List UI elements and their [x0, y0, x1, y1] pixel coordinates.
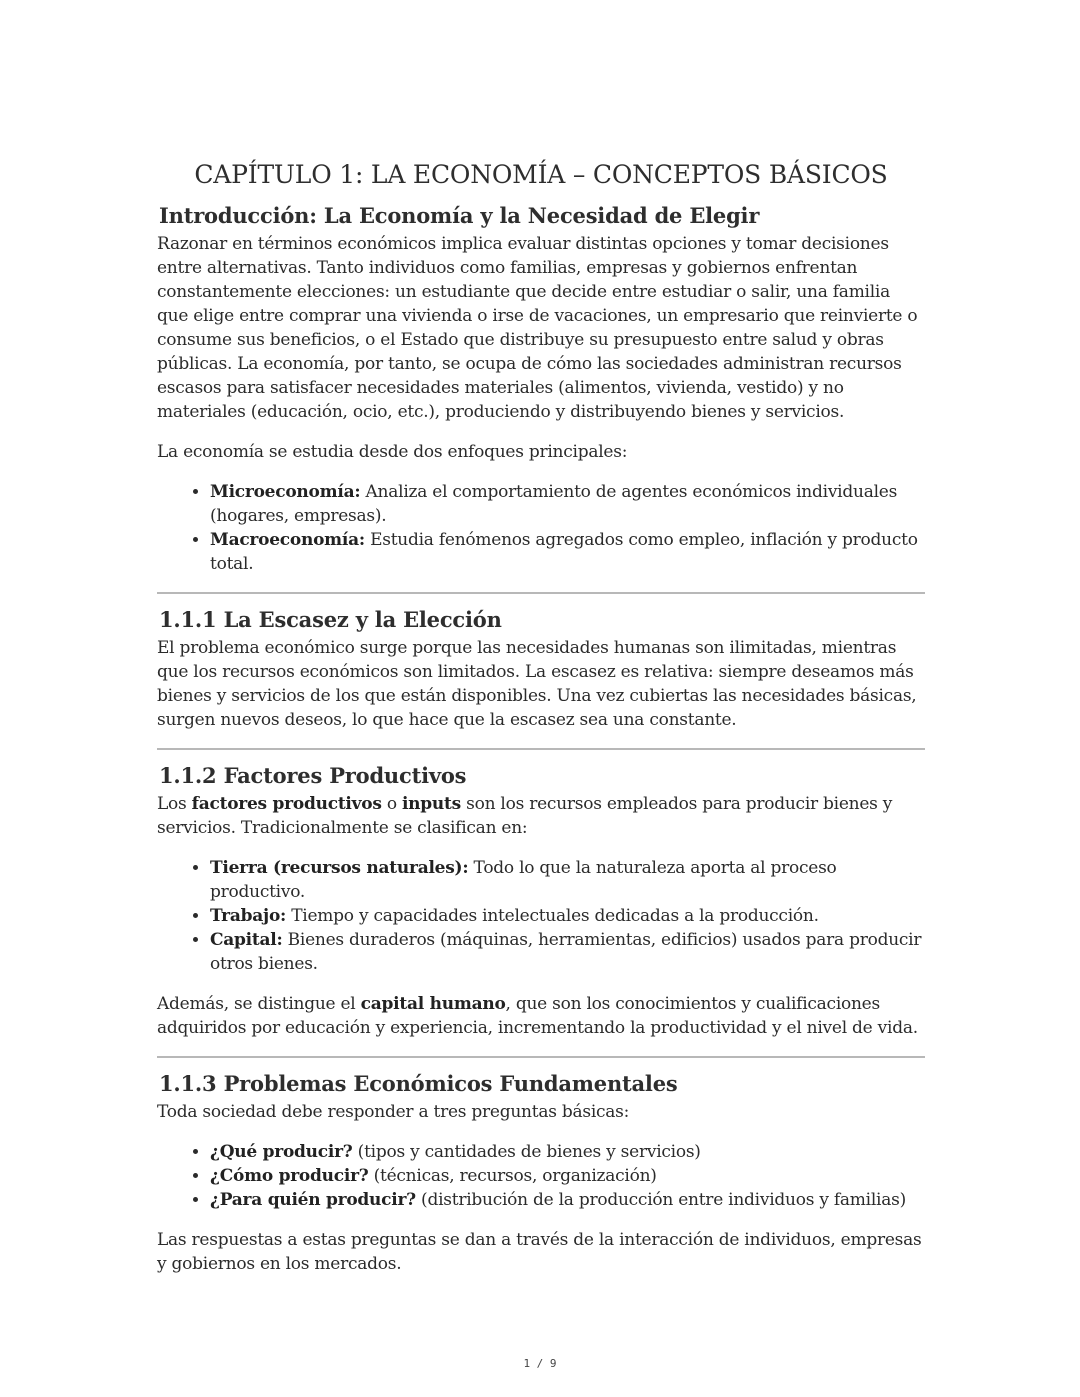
- section-paragraph: El problema económico surge porque las necesidades humanas son ilimitadas, mientras que los recursos económicos son limitados. La escasez es relativa: siempre deseamos más bienes y servicios de los que están disponibles. Una vez cubiertas las necesidades básicas, surgen nuevos deseos, lo que hace que la escasez sea una constante.: [157, 638, 917, 730]
- list-item: • Tierra (recursos naturales): Todo lo que la naturaleza aporta al proceso productivo.: [210, 856, 925, 904]
- section-paragraph: Los factores productivos o inputs son los recursos empleados para producir bienes y servicios. Tradicionalmente se clasifican en:: [157, 794, 893, 838]
- list-item: • Macroeconomía: Estudia fenómenos agregados como empleo, inflación y producto total.: [210, 528, 925, 576]
- section-paragraph: Además, se distingue el capital humano, que son los conocimientos y cualificaciones adquiridos por educación y experiencia, incrementando la productividad y el nivel de vida.: [157, 994, 918, 1038]
- section-divider: [157, 592, 925, 594]
- approaches-list: [157, 480, 925, 576]
- section-1-1-1: [157, 606, 925, 732]
- list-item: • Microeconomía: Analiza el comportamiento de agentes económicos individuales (hogares, empresas).: [210, 480, 925, 528]
- questions-list: [157, 1140, 925, 1212]
- section-divider: [157, 748, 925, 750]
- list-item: • ¿Cómo producir? (técnicas, recursos, organización): [210, 1164, 925, 1188]
- page-number: 1 / 9: [523, 1357, 557, 1370]
- document-page: [157, 158, 925, 1292]
- section-heading: 1.1.2 Factores Productivos: [159, 763, 467, 788]
- list-item: • ¿Qué producir? (tipos y cantidades de bienes y servicios): [210, 1140, 925, 1164]
- section-1-1-2: [157, 762, 925, 1040]
- section-divider: [157, 1056, 925, 1058]
- section-heading: 1.1.3 Problemas Económicos Fundamentales: [159, 1071, 678, 1096]
- section-intro: [157, 202, 925, 576]
- section-1-1-3: [157, 1070, 925, 1276]
- section-heading: 1.1.1 La Escasez y la Elección: [159, 607, 502, 632]
- section-paragraph: Toda sociedad debe responder a tres preguntas básicas:: [157, 1102, 630, 1122]
- factors-list: [157, 856, 925, 976]
- list-item: • Trabajo: Tiempo y capacidades intelectuales dedicadas a la producción.: [210, 904, 925, 928]
- approaches-intro: La economía se estudia desde dos enfoques principales:: [157, 442, 628, 462]
- intro-heading: Introducción: La Economía y la Necesidad de Elegir: [159, 203, 760, 228]
- intro-paragraph: Razonar en términos económicos implica evaluar distintas opciones y tomar decisiones entre alternativas. Tanto individuos como familias, empresas y gobiernos enfrentan constantemente elecciones: un estudiante que decide entre estudiar o salir, una familia que elige entre comprar una vivienda o irse de vacaciones, un empresario que reinvierte o consume sus beneficios, o el Estado que distribuye su presupuesto entre salud y obras públicas. La economía, por tanto, se ocupa de cómo las sociedades administran recursos escasos para satisfacer necesidades materiales (alimentos, vivienda, vestido) y no materiales (educación, ocio, etc.), produciendo y distribuyendo bienes y servicios.: [157, 234, 918, 422]
- list-item: • ¿Para quién producir? (distribución de la producción entre individuos y familias): [210, 1188, 925, 1212]
- chapter-title: CAPÍTULO 1: LA ECONOMÍA – CONCEPTOS BÁSICOS: [194, 160, 888, 189]
- list-item: • Capital: Bienes duraderos (máquinas, herramientas, edificios) usados para producir otros bienes.: [210, 928, 925, 976]
- section-paragraph: Las respuestas a estas preguntas se dan a través de la interacción de individuos, empresas y gobiernos en los mercados.: [157, 1230, 922, 1274]
